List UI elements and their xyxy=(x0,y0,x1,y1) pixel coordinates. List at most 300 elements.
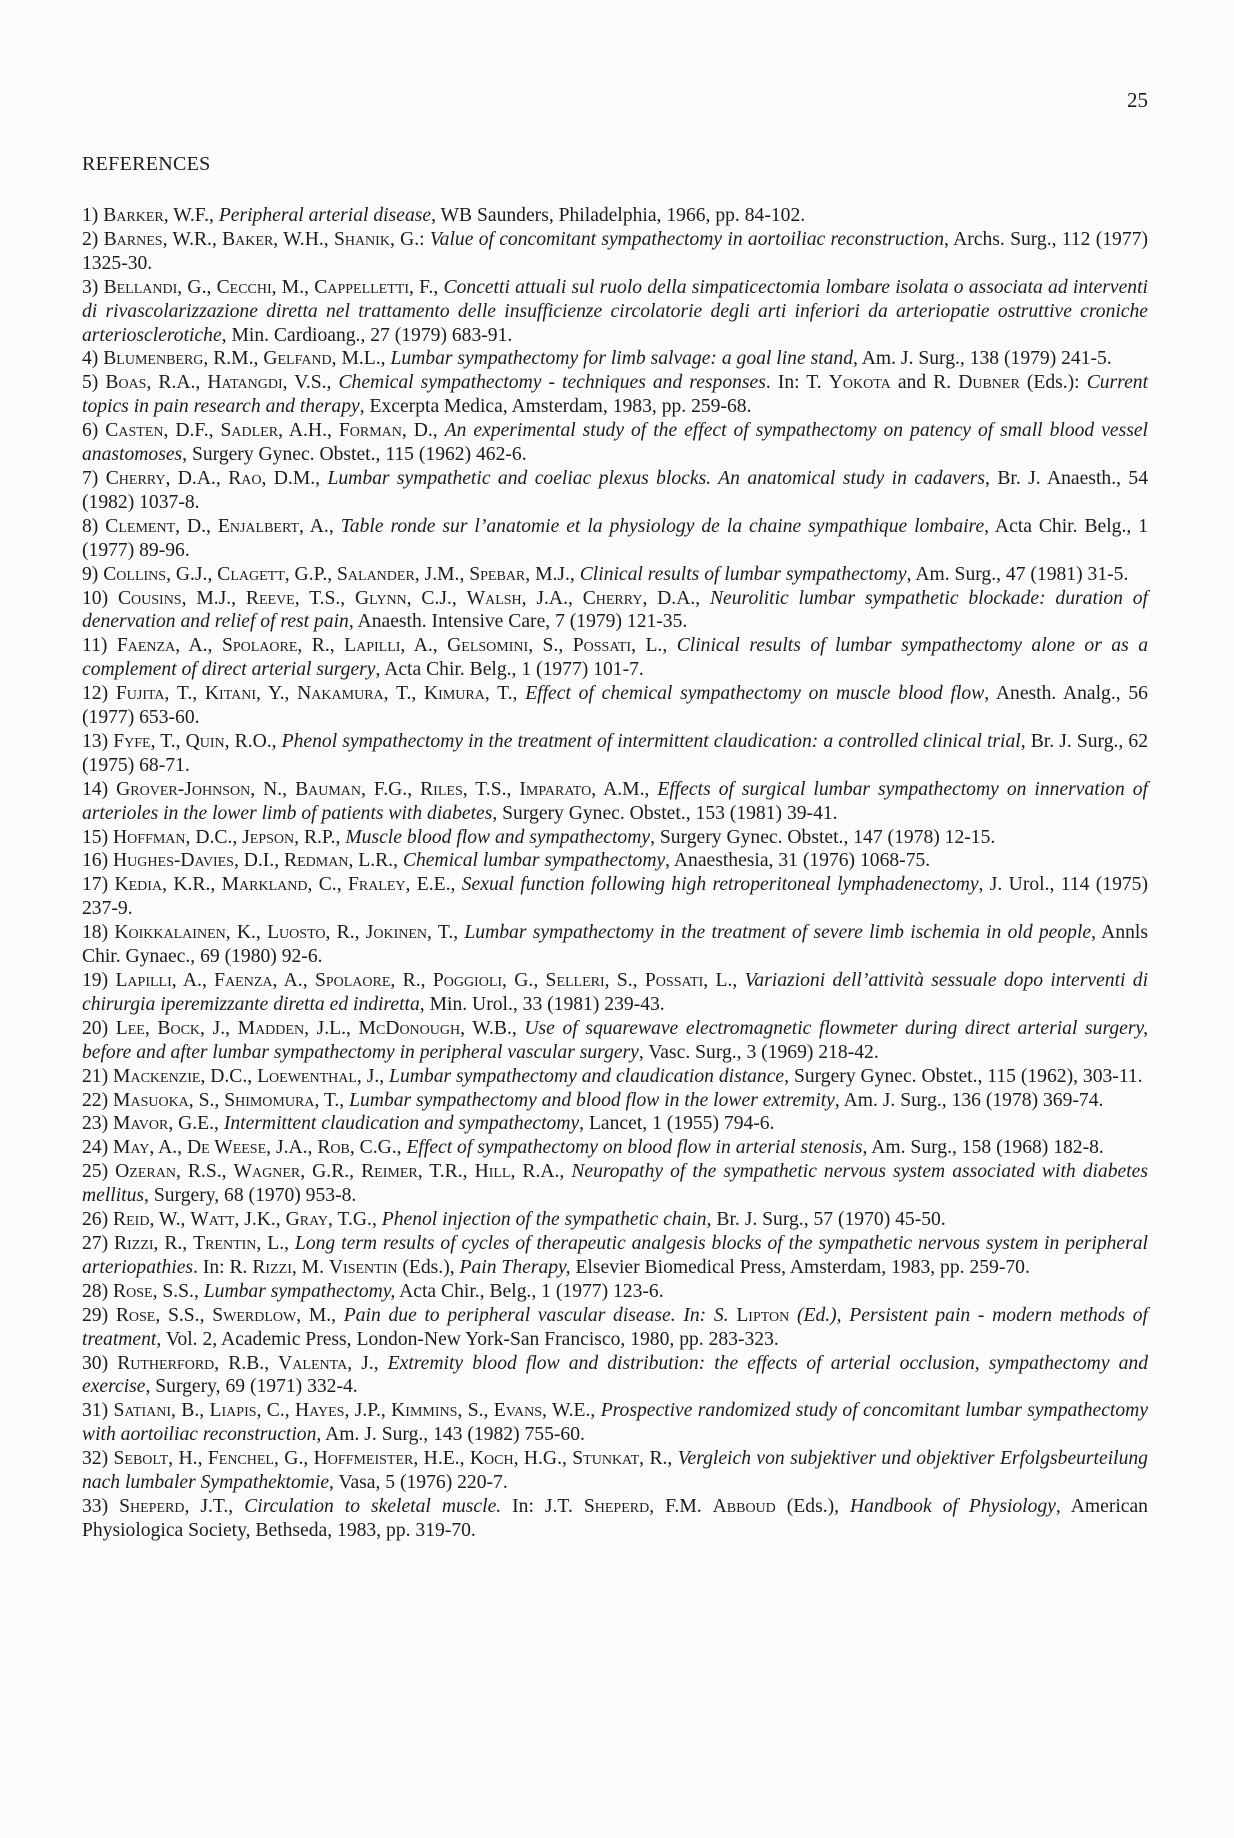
reference-text: , T., xyxy=(484,683,526,705)
reference-text: , G.P., xyxy=(284,563,338,585)
reference-text: , L., xyxy=(703,970,745,991)
reference-text: , R.A., xyxy=(146,372,208,394)
author-name: Imparato xyxy=(519,778,592,800)
reference-text: , T.S., xyxy=(462,778,520,800)
author-name: Shimomura xyxy=(224,1089,315,1111)
reference-text: , V.S., xyxy=(282,372,339,394)
reference-text: , T.G., xyxy=(328,1209,382,1231)
reference-text: , Anaesth. Intensive Care, 7 (1979) 121-35. xyxy=(348,611,688,633)
reference-item xyxy=(82,1495,1148,1543)
reference-text: 7) xyxy=(82,467,106,489)
author-name: Clagett xyxy=(217,563,285,585)
reference-text: 24) xyxy=(82,1137,114,1159)
reference-item xyxy=(82,1089,1148,1113)
reference-text: , T.S., xyxy=(294,587,356,609)
reference-text: 5) xyxy=(82,372,106,394)
author-name: Faenza xyxy=(116,635,176,657)
reference-text: , S., xyxy=(604,970,645,991)
title-italic: Clinical results of lumbar sympathectomy alone or as a complement of direct arterial surgery xyxy=(82,635,1148,681)
author-name: Hatangdi xyxy=(207,372,283,394)
title-italic: Clinical results of lumbar sympathectomy xyxy=(579,563,907,585)
reference-item xyxy=(82,276,1148,348)
author-name: Wagner xyxy=(233,1161,301,1183)
reference-text: In: J.T. xyxy=(501,1495,584,1517)
reference-text: , Min. Urol., 33 (1981) 239-43. xyxy=(419,993,665,1015)
reference-text: 25) xyxy=(82,1161,116,1183)
reference-text: . In: R. xyxy=(193,1256,253,1278)
reference-text: , Br. J. Anaesth., 54 (1982) 1037-8. xyxy=(82,467,1148,513)
reference-text: , Am. J. Surg., 143 (1982) 755-60. xyxy=(316,1424,585,1446)
reference-text: , R., xyxy=(297,635,345,657)
author-name: Lee xyxy=(115,1017,145,1039)
reference-text: , T., xyxy=(164,683,205,705)
author-name: Fraley xyxy=(347,874,406,896)
reference-text: 14) xyxy=(82,778,117,800)
author-name: Walsh xyxy=(466,587,522,609)
reference-text: , N., xyxy=(250,778,296,800)
reference-text: , A., xyxy=(149,1137,187,1159)
reference-item xyxy=(82,419,1148,467)
author-name: Hoffmeister xyxy=(313,1448,414,1470)
author-name: Rizzi xyxy=(114,1232,154,1254)
reference-text: 2) xyxy=(82,228,104,250)
title-italic: Prospective randomized study of concomitant lumbar sympathectomy with aortoiliac reconstruction xyxy=(82,1400,1149,1446)
reference-text: 30) xyxy=(82,1352,118,1374)
reference-text: , R.M., xyxy=(203,348,264,370)
reference-text: , Surgery Gynec. Obstet., 115 (1962), 303-11. xyxy=(784,1065,1143,1087)
title-italic: Table ronde sur l’anatomie et la physiology de la chaine sympathique lombaire xyxy=(340,515,985,537)
reference-text: 12) xyxy=(82,683,116,705)
reference-text: , Am. J. Surg., 138 (1979) 241-5. xyxy=(853,348,1112,370)
reference-text: 26) xyxy=(82,1209,114,1231)
reference-text: , Am. Surg., 158 (1968) 182-8. xyxy=(862,1137,1104,1159)
author-name: De Weese xyxy=(186,1137,267,1159)
reference-text: , J.A., xyxy=(521,587,583,609)
author-name: Mavor xyxy=(113,1113,169,1135)
title-italic: Circulation to skeletal muscle. xyxy=(244,1495,502,1517)
author-name: Mackenzie xyxy=(113,1065,201,1087)
author-name: Barker xyxy=(103,205,164,226)
title-italic: Current topics in pain research and therapy xyxy=(82,372,1149,418)
reference-text: , F.G., xyxy=(361,778,421,800)
author-name: Quin xyxy=(185,730,225,752)
reference-text: , W.F., xyxy=(163,205,219,226)
reference-text: 6) xyxy=(82,420,106,442)
reference-text: , C.J., xyxy=(406,587,467,609)
author-name: Evans xyxy=(493,1400,543,1422)
reference-item xyxy=(82,371,1148,419)
author-name: Lapilli xyxy=(344,635,401,657)
reference-text: , R.O., xyxy=(224,730,282,752)
author-name: Valenta xyxy=(278,1352,348,1374)
reference-text: , Vol. 2, Academic Press, London-New York-San Francisco, 1980, pp. 283-323. xyxy=(156,1328,779,1350)
reference-text: 4) xyxy=(82,348,104,370)
reference-text: 22) xyxy=(82,1089,114,1111)
author-name: McDonough xyxy=(358,1017,461,1039)
reference-text: , D.A., xyxy=(165,467,229,489)
reference-text: , G.: xyxy=(389,228,430,250)
title-italic: Lumbar sympathectomy and blood flow in the lower extremity xyxy=(349,1089,835,1111)
reference-text: , Am. J. Surg., 136 (1978) 369-74. xyxy=(834,1089,1104,1111)
author-name: Cherry xyxy=(105,467,166,489)
author-name: Bellandi xyxy=(103,276,178,298)
reference-item xyxy=(82,1017,1148,1065)
reference-text: Acta Chir., Belg., 1 (1977) 123-6. xyxy=(395,1280,664,1302)
reference-text: , R., xyxy=(639,1448,678,1470)
author-name: Sheperd xyxy=(119,1495,185,1517)
reference-item xyxy=(82,1352,1148,1400)
author-name: Hayes xyxy=(295,1400,345,1422)
reference-text: , M.L., xyxy=(331,348,391,370)
reference-text: , F.M. xyxy=(649,1495,713,1517)
author-name: Jokinen xyxy=(365,922,428,944)
author-name: Koch xyxy=(469,1448,514,1470)
author-name: Stunkat xyxy=(572,1448,640,1470)
reference-text: , L., xyxy=(631,635,677,657)
reference-list xyxy=(82,204,1148,1543)
author-name: Cousins xyxy=(117,587,182,609)
references-heading: REFERENCES xyxy=(82,153,211,175)
reference-text: , G.R., xyxy=(300,1161,362,1183)
reference-text: , A., xyxy=(400,635,448,657)
author-name: Sadler xyxy=(220,420,279,442)
author-name: Masuoka xyxy=(113,1089,189,1111)
author-name: Gray xyxy=(285,1209,329,1231)
author-name: Grover-Johnson xyxy=(116,778,251,800)
author-name: Blumenberg xyxy=(103,348,204,370)
reference-text: , A., xyxy=(272,970,315,991)
author-name: Kimura xyxy=(424,683,485,705)
reference-text: , xyxy=(144,1017,158,1039)
reference-text: , Vasa, 5 (1976) 220-7. xyxy=(329,1472,508,1494)
reference-item xyxy=(82,1304,1148,1352)
reference-text: , Min. Cardioang., 27 (1979) 683-91. xyxy=(221,324,513,346)
author-name: Jepson xyxy=(242,826,295,848)
reference-text: and R. xyxy=(890,372,959,394)
author-name: Casten xyxy=(105,420,164,442)
reference-item xyxy=(82,730,1148,778)
reference-text: 29) xyxy=(82,1304,116,1326)
reference-text: , G.J., xyxy=(166,563,218,585)
author-name: Spolaore xyxy=(314,970,391,991)
reference-text: , G., xyxy=(177,276,217,298)
author-name: Possati xyxy=(644,970,704,991)
reference-text: , Surgery, 69 (1971) 332-4. xyxy=(145,1376,358,1398)
title-italic: Effects of surgical lumbar sympathectomy on innervation of arterioles in the lower limb of patients with diabetes xyxy=(82,778,1148,824)
reference-text: 9) xyxy=(82,563,104,585)
reference-text: , G.E., xyxy=(168,1113,224,1135)
reference-text: , Am. Surg., 47 (1981) 31-5. xyxy=(906,563,1129,585)
reference-text: (Eds.), xyxy=(397,1256,460,1278)
reference-text: 21) xyxy=(82,1065,114,1087)
reference-text: , E.E., xyxy=(405,874,462,896)
reference-text: 32) xyxy=(82,1448,114,1470)
author-name: Boas xyxy=(105,372,147,394)
reference-text: , Vasc. Surg., 3 (1969) 218-42. xyxy=(638,1041,879,1063)
reference-text: , Archs. Surg., 112 (1977) 1325-30. xyxy=(82,228,1148,274)
title-italic: Pain due to peripheral vascular disease. In: S. xyxy=(343,1304,737,1326)
reference-text: , Br. J. Surg., 62 (1975) 68-71. xyxy=(82,730,1148,776)
title-italic: Intermittent claudication and sympathectomy xyxy=(223,1113,580,1135)
reference-text: , Anaesthesia, 31 (1976) 1068-75. xyxy=(665,850,931,872)
reference-text: , A.M., xyxy=(591,778,658,800)
reference-text: , Y., xyxy=(256,683,298,705)
author-name: Rao xyxy=(228,467,262,489)
reference-text: , R., xyxy=(325,922,366,944)
reference-text: 20) xyxy=(82,1017,116,1039)
reference-item xyxy=(82,1280,1148,1304)
author-name: Loewenthal xyxy=(257,1065,357,1087)
author-name: Collins xyxy=(103,563,167,585)
title-italic: Effect of sympathectomy on blood flow in arterial stenosis xyxy=(406,1137,863,1159)
reference-text: , J., xyxy=(347,1352,388,1374)
author-name: Enjalbert xyxy=(217,515,300,537)
reference-item xyxy=(82,873,1148,921)
reference-text: , Surgery Gynec. Obstet., 153 (1981) 39-41. xyxy=(492,802,838,824)
reference-text: 18) xyxy=(82,922,115,944)
reference-text: , W., xyxy=(149,1209,191,1231)
reference-text: , Acta Chir. Belg., 1 (1977) 101-7. xyxy=(375,659,644,681)
reference-text: , Surgery, 68 (1970) 953-8. xyxy=(144,1185,357,1207)
author-name: Cecchi xyxy=(216,276,272,298)
reference-text: , S.S., xyxy=(152,1280,204,1302)
title-italic: Handbook of Physiology xyxy=(850,1495,1056,1517)
reference-text: 33) xyxy=(82,1495,120,1517)
reference-text: . In: T. xyxy=(765,372,829,394)
reference-text: , W.E., xyxy=(542,1400,601,1422)
reference-text: , Acta Chir. Belg., 1 (1977) 89-96. xyxy=(82,515,1148,561)
reference-text: , S.S., xyxy=(155,1304,213,1326)
author-name: Rutherford xyxy=(117,1352,215,1374)
reference-text: , T., xyxy=(427,922,465,944)
author-name: Gelsomini xyxy=(447,635,529,657)
reference-text: , J.M., xyxy=(414,563,470,585)
reference-text: , S., xyxy=(528,635,573,657)
author-name: Possati xyxy=(572,635,632,657)
reference-text: , Lancet, 1 (1955) 794-6. xyxy=(579,1113,775,1135)
reference-text: 8) xyxy=(82,515,106,537)
author-name: Faenza xyxy=(214,970,273,991)
author-name: Cappelletti xyxy=(314,276,409,298)
author-name: Sheperd xyxy=(583,1495,650,1517)
reference-text: , K.R., xyxy=(162,874,222,896)
reference-text: Elsevier Biomedical Press, Amsterdam, 1983, pp. 259-70. xyxy=(570,1256,1030,1278)
reference-text: , T., xyxy=(383,683,425,705)
reference-text: , C., xyxy=(307,874,348,896)
reference-item xyxy=(82,228,1148,276)
author-name: Hill xyxy=(474,1161,511,1183)
reference-text: (Eds.), xyxy=(775,1495,851,1517)
author-name: Reeve xyxy=(245,587,295,609)
reference-item xyxy=(82,634,1148,682)
reference-text: , A., xyxy=(171,970,215,991)
title-italic: Use of squarewave electromagnetic flowmeter during direct arterial surgery, before and after lumbar sympathectomy in peripheral vascular surgery xyxy=(82,1017,1148,1063)
reference-text: , R.B., xyxy=(214,1352,279,1374)
author-name: Abboud xyxy=(712,1495,776,1517)
reference-text: 31) xyxy=(82,1400,114,1422)
author-name: Barnes xyxy=(103,228,163,250)
author-name: Rose xyxy=(113,1280,153,1302)
reference-item xyxy=(82,515,1148,563)
title-italic: Phenol injection of the sympathetic chain xyxy=(381,1209,707,1231)
author-name: Dubner xyxy=(958,372,1020,394)
reference-item xyxy=(82,1399,1148,1447)
reference-text: , M., xyxy=(271,276,315,298)
reference-text: , M.J., xyxy=(181,587,246,609)
title-italic: Effect of chemical sympathectomy on muscle blood flow xyxy=(525,683,985,705)
reference-item xyxy=(82,682,1148,730)
title-italic: Concetti attuali sul ruolo della simpaticectomia lombare isolata o associata ad interventi di rivascolarizzazione diretta nel trattamento delle insufficienze circolatorie degli arti inferiori da arteriopatie ostruttive croniche arteriosclerotiche xyxy=(82,276,1148,346)
reference-text: , F., xyxy=(409,276,444,298)
reference-text: , G., xyxy=(274,1448,314,1470)
author-name: May xyxy=(113,1137,150,1159)
reference-text: , R., xyxy=(153,1232,194,1254)
reference-text: , Anesth. Analg., 56 (1977) 653-60. xyxy=(82,683,1148,729)
author-name: Fenchel xyxy=(207,1448,274,1470)
author-name: Koikkalainen xyxy=(114,922,226,944)
reference-text: , S., xyxy=(188,1089,225,1111)
title-italic: Lumbar sympathectomy for limb salvage: a goal line stand xyxy=(390,348,854,370)
reference-item xyxy=(82,1112,1148,1136)
title-italic: Variazioni dell’attività sessuale dopo interventi di chirurgia iperemizzante diretta ed indiretta xyxy=(82,970,1149,1015)
author-name: Hughes-Davies xyxy=(113,850,234,872)
title-italic: (Ed.), Persistent pain - modern methods of treatment xyxy=(82,1304,1148,1350)
title-italic: Value of concomitant sympathectomy in aortoiliac reconstruction xyxy=(429,228,945,250)
author-name: Sebolt xyxy=(113,1448,169,1470)
reference-item xyxy=(82,563,1148,587)
author-name: Cherry xyxy=(582,587,643,609)
title-italic: Peripheral arterial disease xyxy=(218,205,432,226)
author-name: Yokota xyxy=(828,372,891,394)
reference-item xyxy=(82,1232,1148,1280)
author-name: Gelfand xyxy=(263,348,332,370)
title-italic: Phenol sympathectomy in the treatment of intermittent claudication: a controlled clinical trial xyxy=(281,730,1021,752)
title-italic: Vergleich von subjektiver und objektiver Erfolgsbeurteilung nach lumbaler Sympathektomie xyxy=(82,1448,1148,1494)
reference-text: , C.G., xyxy=(349,1137,407,1159)
reference-text: , T., xyxy=(150,730,186,752)
reference-text: 3) xyxy=(82,276,104,298)
title-italic: Extremity blood flow and distribution: the effects of arterial occlusion, sympathectomy and exercise xyxy=(82,1352,1148,1398)
reference-text: , L., xyxy=(256,1232,295,1254)
reference-item xyxy=(82,1136,1148,1160)
reference-text: , D.I., xyxy=(233,850,285,872)
title-italic: Sexual function following high retroperitoneal lymphadenectomy xyxy=(461,874,979,896)
reference-text: 15) xyxy=(82,826,114,848)
author-name: Glynn xyxy=(355,587,407,609)
author-name: Forman xyxy=(338,420,402,442)
author-name: Trentin xyxy=(193,1232,257,1254)
reference-item xyxy=(82,921,1148,969)
page-number: 25 xyxy=(1127,88,1148,112)
reference-text: , L.R., xyxy=(348,850,403,872)
reference-text: , W.B., xyxy=(460,1017,525,1039)
reference-text: , W.R., xyxy=(162,228,223,250)
reference-item xyxy=(82,204,1148,228)
title-italic: Neurolitic lumbar sympathetic blockade: duration of denervation and relief of rest pain xyxy=(82,587,1148,633)
reference-text: , R.S., xyxy=(175,1161,234,1183)
reference-item xyxy=(82,1065,1148,1089)
reference-text: 23) xyxy=(82,1113,114,1135)
author-name: Liapis xyxy=(209,1400,257,1422)
reference-text: , Annls Chir. Gynaec., 69 (1980) 92-6. xyxy=(82,922,1148,968)
reference-text: , H.E., xyxy=(413,1448,470,1470)
reference-text: 27) xyxy=(82,1232,115,1254)
author-name: Rizzi xyxy=(252,1256,292,1278)
reference-text: , J., xyxy=(356,1065,390,1087)
author-name: Hoffman xyxy=(113,826,186,848)
author-name: Lapilli xyxy=(115,970,172,991)
reference-text: , K., xyxy=(225,922,268,944)
reference-item xyxy=(82,826,1148,850)
title-italic: An experimental study of the effect of sympathectomy on patency of small blood vessel anastomoses xyxy=(82,420,1148,466)
reference-text: , B., xyxy=(171,1400,210,1422)
reference-text: , H.G., xyxy=(513,1448,573,1470)
reference-text: , A., xyxy=(299,515,341,537)
reference-text: , G., xyxy=(502,970,546,991)
author-name: Visentin xyxy=(328,1256,398,1278)
reference-text: , T., xyxy=(314,1089,350,1111)
author-name: Shanik xyxy=(333,228,390,250)
author-name: Madden xyxy=(237,1017,305,1039)
reference-text: , Surgery Gynec. Obstet., 147 (1978) 12-15. xyxy=(650,826,996,848)
reference-text: , W.H., xyxy=(273,228,334,250)
author-name: Satiani xyxy=(113,1400,172,1422)
reference-text: , D.A., xyxy=(642,587,710,609)
reference-text: , D.F., xyxy=(163,420,221,442)
title-italic: Pain Therapy, xyxy=(459,1256,571,1278)
title-italic: Lumbar sympathectomy and claudication distance xyxy=(389,1065,785,1087)
reference-text: , R., xyxy=(390,970,433,991)
reference-text: , R.P., xyxy=(294,826,346,848)
author-name: Clement xyxy=(105,515,176,537)
reference-item xyxy=(82,1208,1148,1232)
author-name: Riles xyxy=(420,778,463,800)
reference-item xyxy=(82,1447,1148,1495)
author-name: Ozeran xyxy=(115,1161,176,1183)
author-name: Swerdlow xyxy=(212,1304,297,1326)
title-italic: Chemical sympathectomy - techniques and responses xyxy=(338,372,766,394)
author-name: Reid xyxy=(113,1209,150,1231)
reference-text: , J.K., xyxy=(234,1209,286,1231)
reference-item xyxy=(82,849,1148,873)
author-name: Lipton xyxy=(736,1304,790,1326)
reference-item xyxy=(82,467,1148,515)
reference-text: , J., xyxy=(200,1017,238,1039)
title-italic: Lumbar sympathectomy in the treatment of severe limb ischemia in old people xyxy=(464,922,1092,944)
title-italic: Chemical lumbar sympathectomy xyxy=(402,850,666,872)
reference-text: , S., xyxy=(457,1400,494,1422)
reference-item xyxy=(82,778,1148,826)
reference-text: , Br. J. Surg., 57 (1970) 45-50. xyxy=(706,1209,946,1231)
reference-text: , D., xyxy=(401,420,445,442)
reference-text: , American Physiologica Society, Bethseda, 1983, pp. 319-70. xyxy=(82,1495,1148,1541)
reference-text: 16) xyxy=(82,850,114,872)
reference-text: , D.C., xyxy=(200,1065,258,1087)
author-name: Baker xyxy=(222,228,274,250)
reference-text: , J.T., xyxy=(184,1495,245,1517)
author-name: Markland xyxy=(221,874,308,896)
author-name: Redman xyxy=(284,850,349,872)
title-italic: Neuropathy of the sympathetic nervous system associated with diabetes mellitus xyxy=(82,1161,1148,1207)
reference-text: , WB Saunders, Philadelphia, 1966, pp. 84-102. xyxy=(431,205,806,226)
reference-text: , Surgery Gynec. Obstet., 115 (1962) 462-6. xyxy=(182,444,527,466)
author-name: Bauman xyxy=(295,778,362,800)
author-name: Nakamura xyxy=(297,683,384,705)
author-name: Salander xyxy=(337,563,415,585)
author-name: Luosto xyxy=(267,922,326,944)
reference-text: 17) xyxy=(82,874,115,896)
reference-text: , M.J., xyxy=(525,563,580,585)
